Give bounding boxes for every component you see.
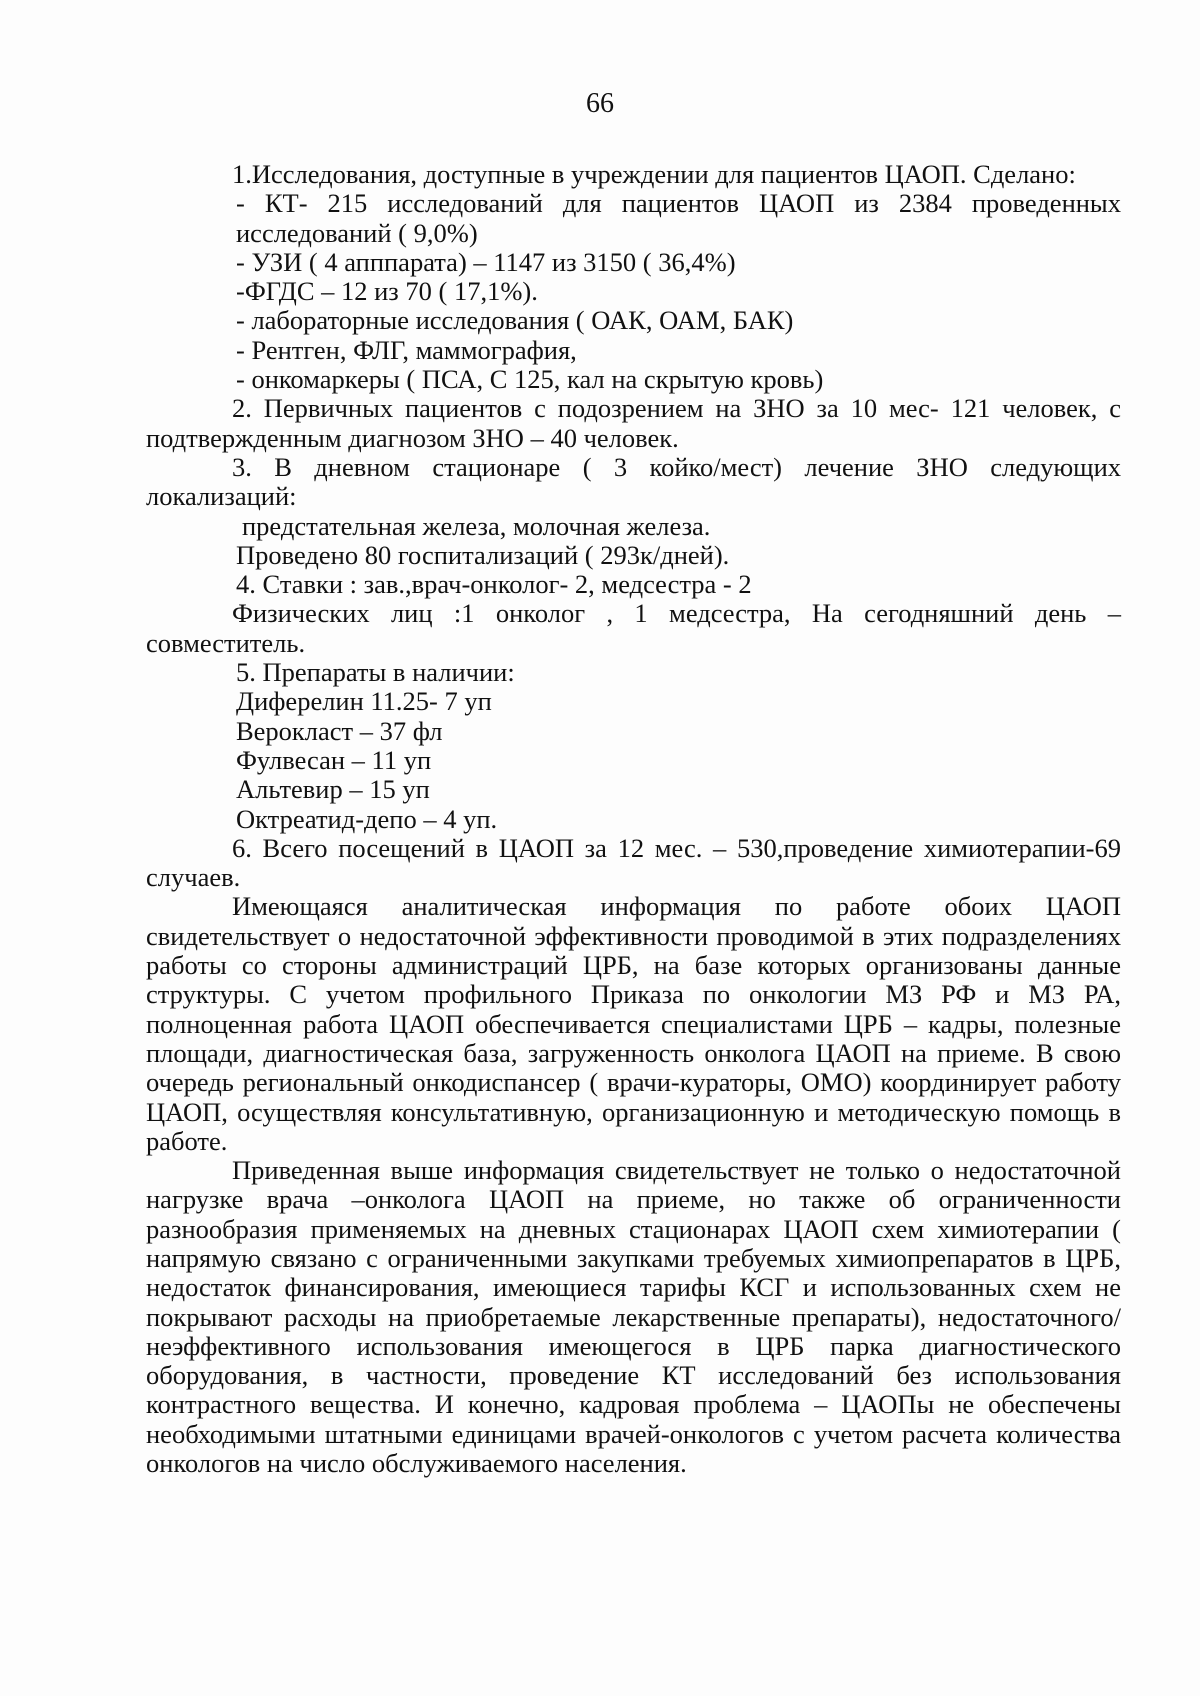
paragraph-visits: 6. Всего посещений в ЦАОП за 12 мес. – 530,проведение химиотерапии-69 случаев. (146, 832, 1121, 893)
paragraph-kt: - КТ- 215 исследований для пациентов ЦАОП из 2384 проведенных исследований ( 9,0%) (236, 188, 1121, 248)
paragraph-studies-heading: 1.Исследования, доступные в учреждении для пациентов ЦАОП. Сделано: (232, 159, 1076, 189)
page-number: 66 (586, 88, 614, 119)
list-item: Альтевир – 15 уп (236, 774, 430, 805)
paragraph-lab: - лабораторные исследования ( ОАК, ОАМ, БАК) (236, 305, 794, 336)
list-item: Диферелин 11.25- 7 уп (236, 686, 492, 717)
paragraph-analysis: Имеющаяся аналитическая информация по работе обоих ЦАОП свидетельствует о недостаточной эффективности проводимой в этих подразделениях работы со стороны администраций ЦРБ, на базе которых организованы данные структуры. С учетом профильного Приказа по онкологии МЗ РФ и МЗ РА, полноценная работа ЦАОП обеспечивается специалистами ЦРБ – кадры, полезные площади, диагностическая база, загруженность онколога ЦАОП на приеме. В свою очередь региональный онкодиспансер ( врачи-кураторы, ОМО) координирует работу ЦАОП, осуществляя консультативную, организационную и методическую помощь в работе. (146, 891, 1121, 1156)
paragraph-uzi: - УЗИ ( 4 апппарата) – 1147 из 3150 ( 36,4%) (236, 246, 736, 277)
paragraph-rates: 4. Ставки : зав.,врач-онколог- 2, медсестра - 2 (236, 569, 752, 600)
paragraph-hospitalizations: Проведено 80 госпитализаций ( 293к/дней). (236, 539, 730, 570)
paragraph-day-hospital: 3. В дневном стационаре ( 3 койко/мест) лечение ЗНО следующих локализаций: (146, 451, 1121, 512)
paragraph-oncomarkers: - онкомаркеры ( ПСА, С 125, кал на скрытую кровь) (236, 364, 824, 395)
list-item: Октреатид-депо – 4 уп. (236, 803, 498, 834)
paragraph-xray: - Рентген, ФЛГ, маммография, (236, 334, 577, 365)
list-item: Верокласт – 37 фл (236, 715, 443, 746)
paragraph-localizations: предстательная железа, молочная железа. (242, 510, 711, 541)
document-body (146, 160, 1121, 1478)
paragraph-conclusion: Приведенная выше информация свидетельствует не только о недостаточной нагрузке врача –онколога ЦАОП на приеме, но также об ограниченности разнообразия применяемых на дневных стационарах ЦАОП схем химиотерапии ( напрямую связано с ограниченными закупками требуемых химиопрепаратов в ЦРБ, недостаток финансирования, имеющиеся тарифы КСГ и использованных схем не покрывают расходы на приобретаемые лекарственные препараты), недостаточного/неэффективного использования имеющегося в ЦРБ парка диагностического оборудования, в частности, проведение КТ исследований без использования контрастного вещества. И конечно, кадровая проблема – ЦАОПы не обеспечены необходимыми штатными единицами врачей-онкологов с учетом расчета количества онкологов на число обслуживаемого населения. (146, 1155, 1121, 1479)
paragraph-fgds: -ФГДС – 12 из 70 ( 17,1%). (236, 276, 538, 307)
paragraph-primary-patients: 2. Первичных пациентов с подозрением на ЗНО за 10 мес- 121 человек, с подтвержденным диагнозом ЗНО – 40 человек. (146, 393, 1121, 453)
list-item: Фулвесан – 11 уп (236, 744, 432, 775)
paragraph-staff: Физических лиц :1 онколог , 1 медсестра, На сегодняшний день – совместитель. (146, 598, 1121, 658)
paragraph-drugs-heading: 5. Препараты в наличии: (236, 657, 515, 688)
drug-list (146, 687, 1121, 833)
